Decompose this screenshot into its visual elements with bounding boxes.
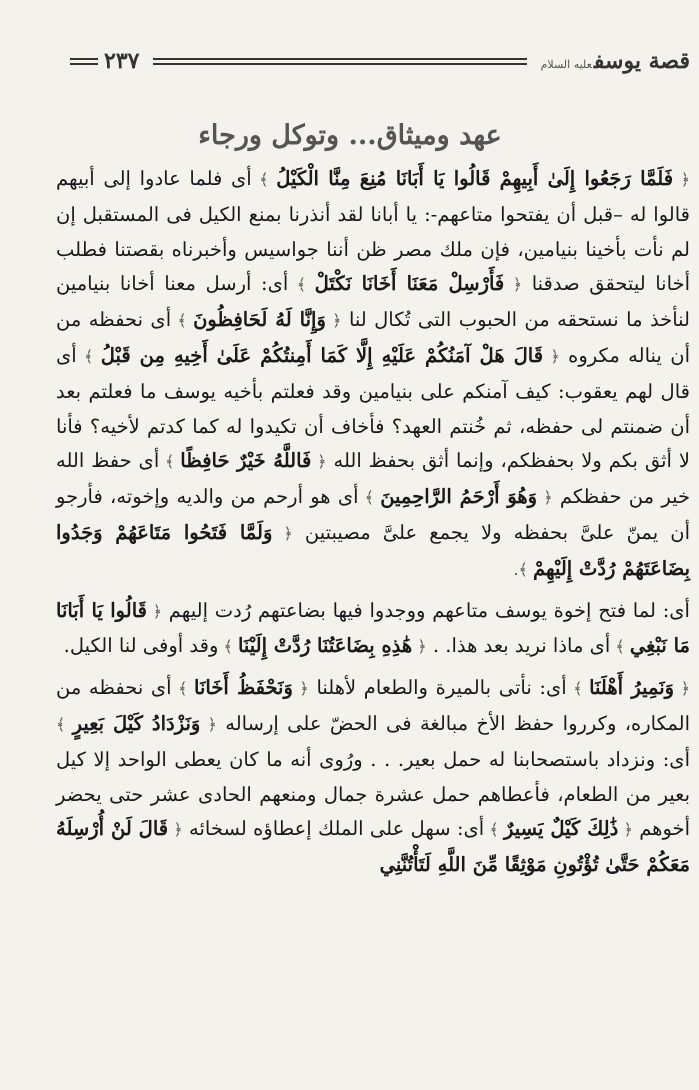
verse-bracket: ﴿ (504, 275, 523, 295)
quran-verse: قَالَ هَلْ آمَنُكُمْ عَلَيْهِ إِلَّا كَمَا أَمِنتُكُمْ عَلَىٰ أَخِيهِ مِن قَبْلُ (100, 343, 544, 367)
section-title: عهد وميثاق... وتوكل ورجاء (198, 120, 502, 151)
commentary-text: أى هو أرحم من والديه وإخوته، فأرجو أن يمنّ علىَّ بحفظه ولا يجمع علىَّ مصيبتين (56, 485, 690, 544)
verse-bracket: ﴿ (311, 452, 327, 472)
verse-bracket: ﴾ (288, 275, 315, 295)
quran-verse: وَهُوَ أَرْحَمُ الرَّاحِمِينَ (380, 485, 538, 509)
verse-bracket: ﴿ (292, 679, 309, 699)
quran-verse: فَاللَّهُ خَيْرٌ حَافِظًا (180, 449, 312, 473)
commentary-text: أى نحفظه من أن يناله مكروه (56, 308, 690, 367)
verse-bracket: ﴾ (484, 820, 505, 840)
verse-bracket: ﴿ (412, 637, 427, 657)
verse-bracket: ﴾ (610, 637, 630, 657)
verse-bracket: ﴿ (325, 311, 342, 331)
verse-bracket: ﴿ (272, 523, 293, 543)
verse-bracket: ﴾ (76, 346, 101, 366)
header-rule-short (70, 58, 98, 65)
verse-bracket: ﴾ (251, 170, 277, 189)
verse-bracket: ﴾ (159, 452, 181, 472)
paragraph (56, 594, 690, 666)
quran-verse: وَنَزْدَادُ كَيْلَ بَعِيرٍ (72, 711, 201, 735)
paragraph (56, 162, 690, 588)
commentary-text: أى فلما عادوا إلى أبيهم قالوا له –قبل أن يفتحوا متاعهم-: يا أبانا لقد أنذرنا بمنع الكيل فى المستقبل إن لم نأت بأخينا بنيامين، فإن ملك مصر ظن أننا جواسيس وأخبرناه بقصتنا فطلب أخانا ليتحقق صدقنا (56, 167, 691, 296)
quran-verse: هَٰذِهِ بِضَاعَتُنَا رُدَّتْ إِلَيْنَا (237, 634, 413, 658)
verse-bracket: ﴾ (171, 311, 194, 331)
commentary-text: أى نحفظه من المكاره، وكرروا حفظ الأخ مبالغة فى الحضّ على إرساله (56, 676, 690, 735)
page-number: ٢٣٧ (104, 48, 140, 74)
verse-bracket: ﴿ (673, 170, 690, 189)
verse-bracket: ﴿ (146, 601, 163, 621)
quran-verse: ذَٰلِكَ كَيْلٌ يَسِيرٌ (504, 817, 619, 841)
verse-bracket: ﴾ (218, 637, 238, 657)
commentary-text: أى: لما فتح إخوة يوسف متاعهم ووجدوا فيها بضاعتهم رُدت إليهم (162, 598, 690, 622)
page-header (70, 44, 690, 78)
verse-bracket: ﴾. (513, 559, 533, 579)
quran-verse: فَلَمَّا رَجَعُوا إِلَىٰ أَبِيهِمْ قَالُوا يَا أَبَانَا مُنِعَ مِنَّا الْكَيْلُ (276, 167, 674, 190)
commentary-text: أى: سهل على الملك إعطاؤه لسخائه (182, 817, 485, 841)
verse-bracket: ﴾ (358, 488, 381, 508)
quran-verse: وَنَمِيرُ أَهْلَنَا (589, 676, 675, 700)
body-text (56, 162, 690, 883)
verse-bracket: ﴾ (566, 679, 590, 699)
verse-bracket: ﴿ (543, 346, 560, 366)
quran-verse: وَإِنَّا لَهُ لَحَافِظُونَ (193, 308, 326, 332)
quran-verse: فَأَرْسِلْ مَعَنَا أَخَانَا نَكْتَلْ (314, 272, 505, 296)
commentary-text: أى ماذا نريد بعد هذا. . (426, 634, 611, 658)
verse-bracket: ﴿ (168, 820, 183, 840)
quran-verse: قَالُوا يَا أَبَانَا مَا نَبْغِي (56, 598, 690, 658)
commentary-text: وقد أوفى لنا الكيل. (63, 634, 219, 658)
header-rule (153, 58, 526, 65)
quran-verse: وَلَمَّا فَتَحُوا مَتَاعَهُمْ وَجَدُوا بِضَاعَتَهُمْ رُدَّتْ إِلَيْهِمْ (56, 520, 690, 580)
commentary-text: أى حفظ الله خير من حفظكم (56, 449, 691, 509)
running-title: قصة يوسفعليه السلام (540, 48, 690, 74)
commentary-text: أى: ونزداد باستصحابنا له حمل بعير. . . ورُوى أنه ما كان يعطى الواحد إلا كيل بعير من الطعام، فأعطاهم حمل عشرة جمال ومنعهم الحادى عشر حتى يحضر أخوهم (56, 747, 691, 841)
paragraph (56, 671, 690, 883)
verse-bracket: ﴿ (618, 820, 633, 840)
commentary-text: أى قال لهم يعقوب: كيف آمنكم على بنيامين وقد فعلتم بأخيه يوسف ما فعلتم بعد أن ضمنتم لى حفظه، ثم خُنتم العهد؟ فأخاف أن تكيدوا له كما كدتم لأخيه؟ فأنا لا أثق بكم ولا بحفظكم، وإنما أثق بحفظ الله (56, 343, 691, 473)
commentary-text: أى: أرسل معنا أخانا بنيامين لنأخذ ما نستحقه من الحبوب التى تُكال لنا (56, 272, 690, 332)
honorific: عليه السلام (540, 58, 592, 71)
verse-bracket: ﴿ (537, 488, 553, 508)
verse-bracket: ﴾ (56, 714, 73, 734)
verse-bracket: ﴿ (674, 679, 691, 699)
verse-bracket: ﴿ (200, 714, 217, 734)
commentary-text: أى: نأتى بالميرة والطعام لأهلنا (308, 676, 567, 700)
quran-verse: وَنَحْفَظُ أَخَانَا (194, 676, 293, 700)
verse-bracket: ﴾ (171, 679, 195, 699)
quran-verse: قَالَ لَنْ أُرْسِلَهُ مَعَكُمْ حَتَّىٰ تُؤْتُونِ مَوْثِقًا مِّنَ اللَّهِ لَتَأْتُنَّنِي (56, 817, 690, 877)
